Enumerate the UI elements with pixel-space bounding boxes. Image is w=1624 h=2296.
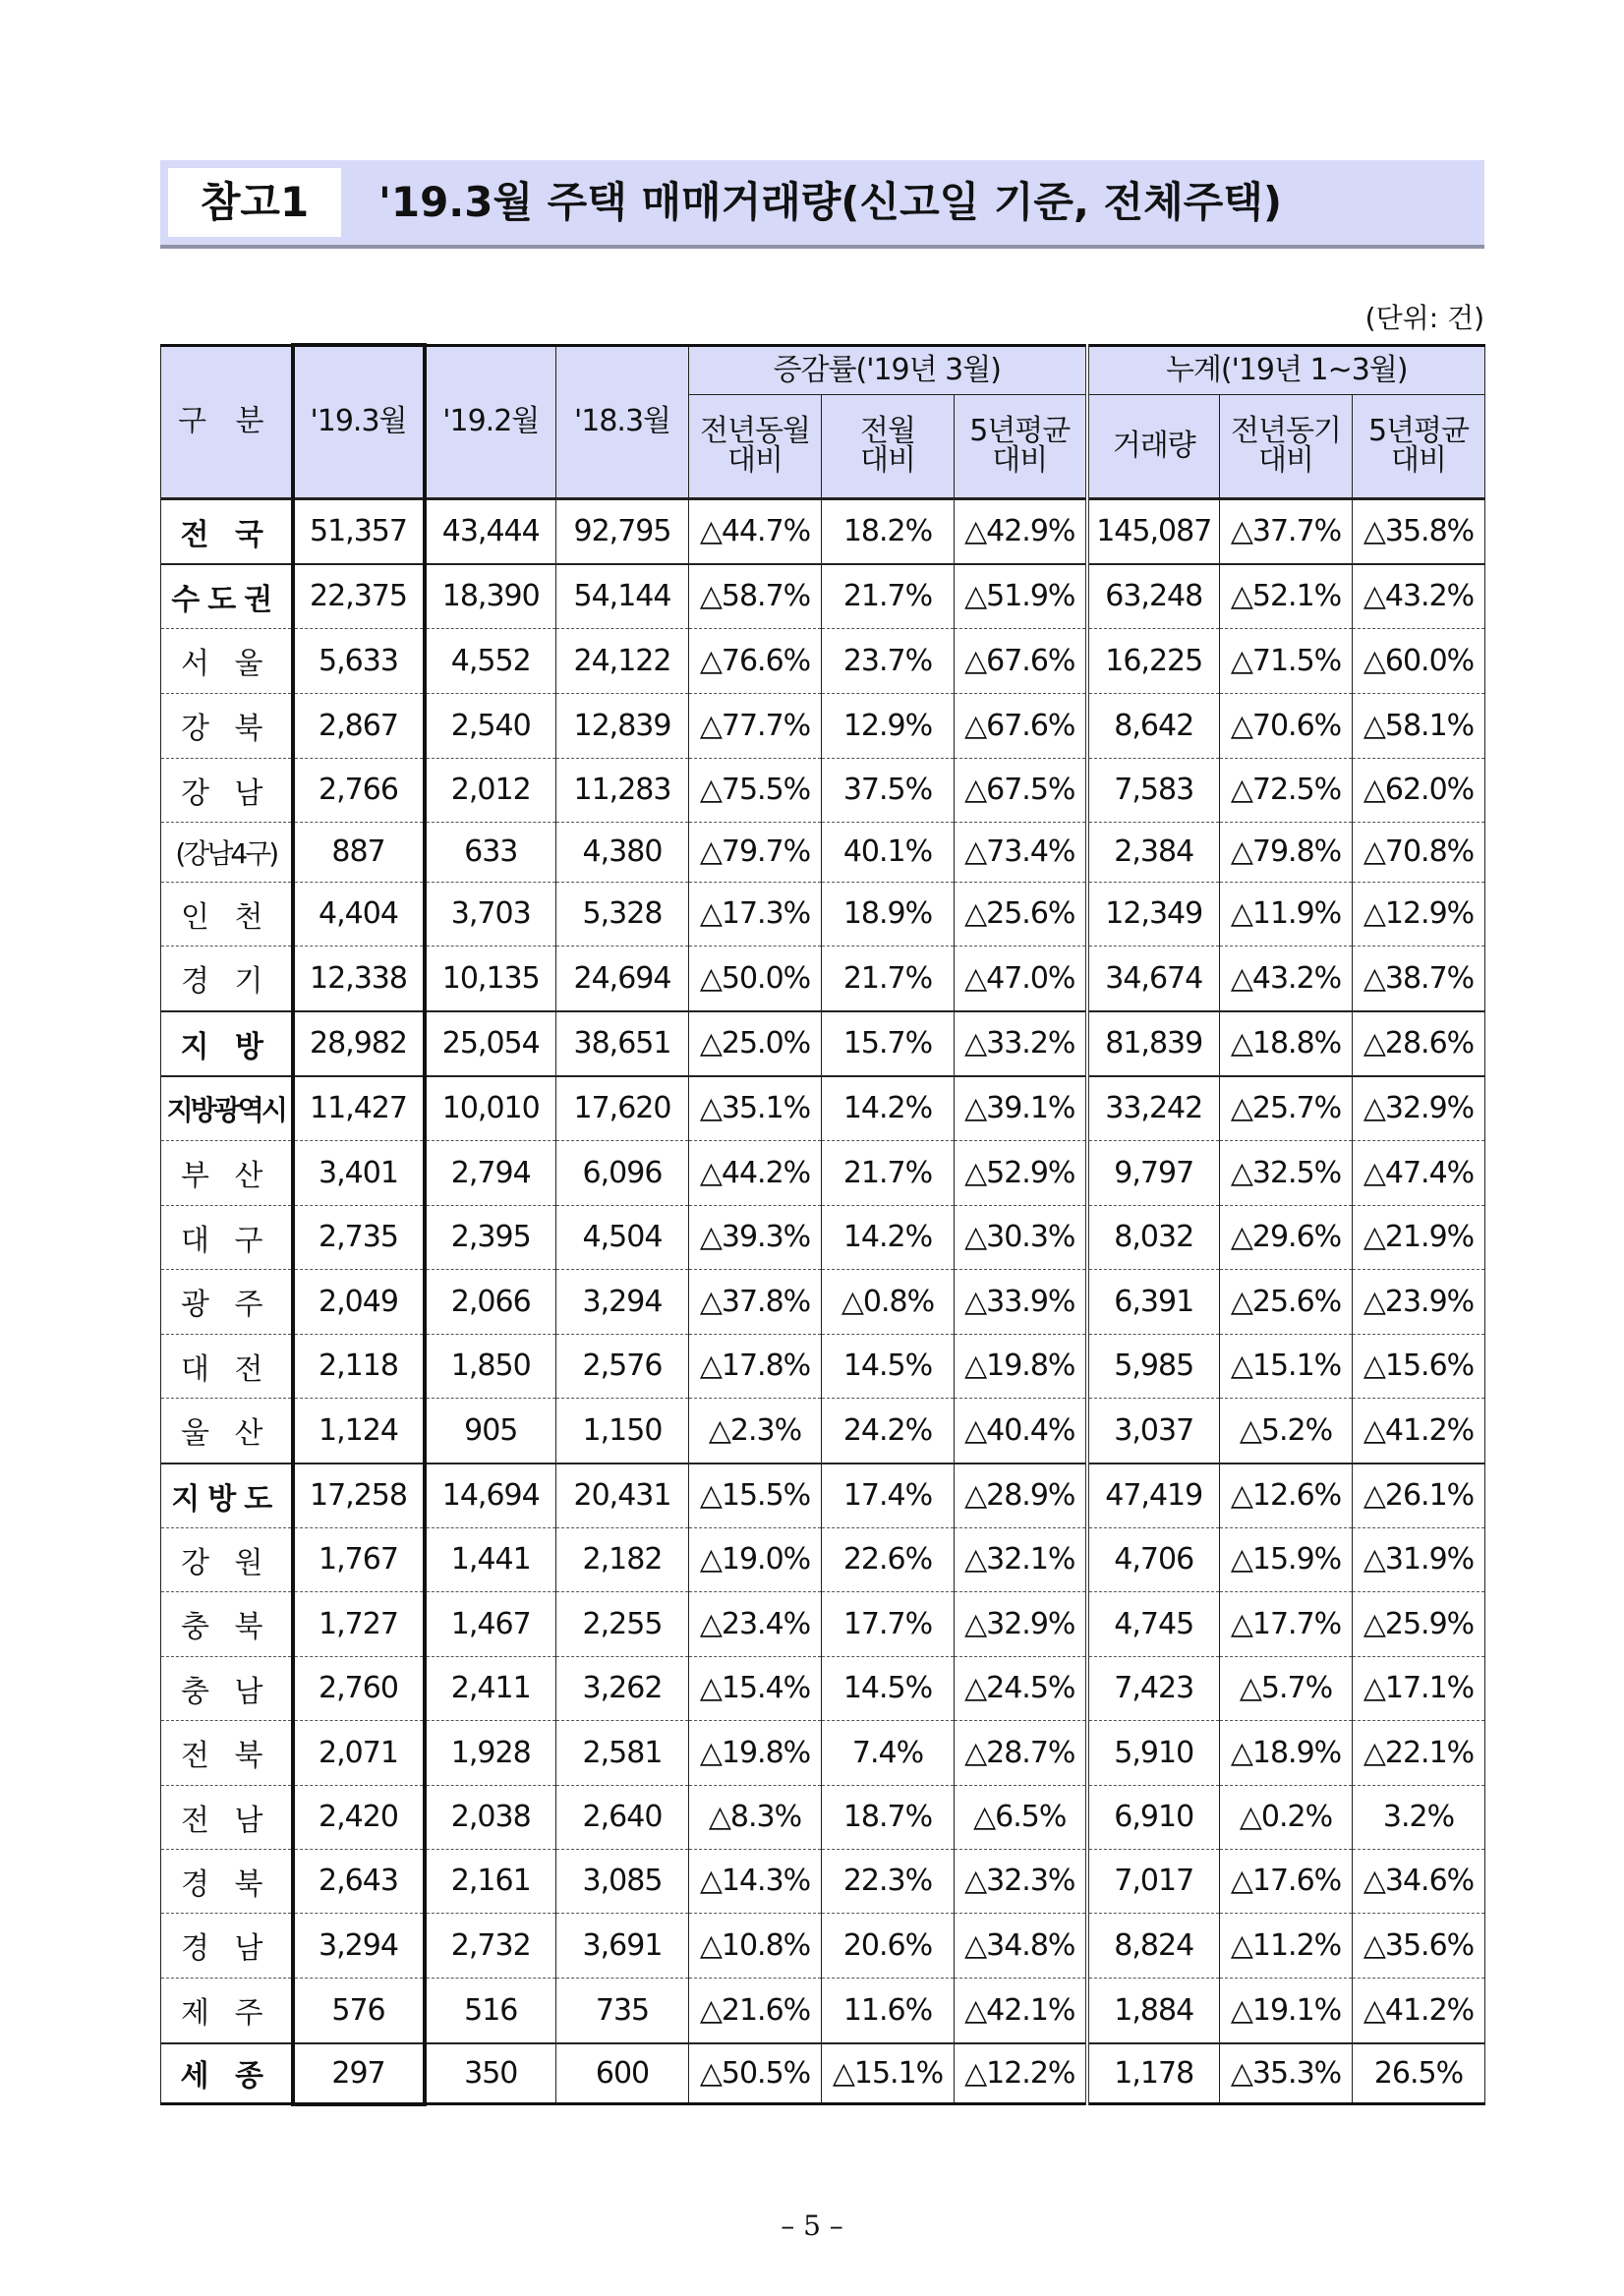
row-region: 강 원 — [161, 1527, 293, 1591]
cell-m1903: 17,258 — [293, 1464, 425, 1528]
cell-yoy: △21.6% — [689, 1978, 822, 2043]
cell-cum_yoy: △18.9% — [1220, 1720, 1353, 1785]
cell-avg5: △42.1% — [955, 1978, 1087, 2043]
cell-m1902: 3,703 — [425, 882, 556, 946]
cell-avg5: △42.9% — [955, 498, 1087, 564]
cell-cum_avg5: △12.9% — [1353, 882, 1485, 946]
header-1902: '19.2월 — [425, 345, 556, 498]
header-group-rate: 증감률('19년 3월) — [689, 345, 1087, 394]
cell-m1803: 11,283 — [556, 758, 689, 822]
row-region: 수도권 — [161, 564, 293, 629]
row-region: 광 주 — [161, 1269, 293, 1334]
cell-yoy: △76.6% — [689, 628, 822, 693]
table-row — [161, 1464, 1485, 1528]
cell-mom: 22.3% — [822, 1849, 955, 1913]
cell-m1902: 350 — [425, 2043, 556, 2104]
cell-yoy: △2.3% — [689, 1398, 822, 1464]
cell-avg5: △34.8% — [955, 1913, 1087, 1978]
cell-yoy: △15.5% — [689, 1464, 822, 1528]
cell-cum_avg5: △62.0% — [1353, 758, 1485, 822]
cell-m1903: 28,982 — [293, 1011, 425, 1076]
cell-cum_yoy: △52.1% — [1220, 564, 1353, 629]
cell-m1803: 92,795 — [556, 498, 689, 564]
title-box — [160, 160, 1484, 249]
cell-cum_yoy: △11.2% — [1220, 1913, 1353, 1978]
cell-cum_yoy: △15.1% — [1220, 1334, 1353, 1398]
cell-m1803: 2,182 — [556, 1527, 689, 1591]
cell-m1902: 1,850 — [425, 1334, 556, 1398]
cell-m1803: 38,651 — [556, 1011, 689, 1076]
cell-m1803: 2,576 — [556, 1334, 689, 1398]
cell-cum_yoy: △17.7% — [1220, 1591, 1353, 1656]
cell-cum_yoy: △32.5% — [1220, 1140, 1353, 1205]
header-rate-yoy: 전년동월 대비 — [689, 394, 822, 498]
cell-cum: 1,884 — [1087, 1978, 1220, 2043]
cell-cum_avg5: △25.9% — [1353, 1591, 1485, 1656]
cell-cum: 6,910 — [1087, 1785, 1220, 1849]
cell-avg5: △51.9% — [955, 564, 1087, 629]
cell-cum: 8,032 — [1087, 1205, 1220, 1269]
cell-cum_yoy: △11.9% — [1220, 882, 1353, 946]
cell-m1903: 51,357 — [293, 498, 425, 564]
cell-m1903: 4,404 — [293, 882, 425, 946]
cell-m1903: 1,727 — [293, 1591, 425, 1656]
cell-cum_avg5: △41.2% — [1353, 1978, 1485, 2043]
cell-m1803: 5,328 — [556, 882, 689, 946]
cell-m1902: 1,441 — [425, 1527, 556, 1591]
row-region: 경 북 — [161, 1849, 293, 1913]
cell-m1902: 2,066 — [425, 1269, 556, 1334]
cell-cum: 7,583 — [1087, 758, 1220, 822]
cell-m1902: 4,552 — [425, 628, 556, 693]
cell-m1903: 2,420 — [293, 1785, 425, 1849]
cell-avg5: △39.1% — [955, 1076, 1087, 1141]
cell-cum_avg5: △31.9% — [1353, 1527, 1485, 1591]
cell-avg5: △47.0% — [955, 946, 1087, 1011]
cell-m1902: 10,135 — [425, 946, 556, 1011]
cell-m1902: 2,012 — [425, 758, 556, 822]
cell-cum_avg5: △22.1% — [1353, 1720, 1485, 1785]
cell-m1903: 12,338 — [293, 946, 425, 1011]
row-region: 지 방 — [161, 1011, 293, 1076]
cell-mom: 14.5% — [822, 1334, 955, 1398]
cell-avg5: △25.6% — [955, 882, 1087, 946]
header-rate-5yr: 5년평균 대비 — [955, 394, 1087, 498]
cell-m1903: 3,401 — [293, 1140, 425, 1205]
cell-yoy: △8.3% — [689, 1785, 822, 1849]
cell-m1903: 576 — [293, 1978, 425, 2043]
cell-cum_avg5: △17.1% — [1353, 1656, 1485, 1720]
cell-cum: 6,391 — [1087, 1269, 1220, 1334]
cell-m1903: 2,867 — [293, 693, 425, 758]
cell-cum_yoy: △29.6% — [1220, 1205, 1353, 1269]
cell-cum_avg5: △60.0% — [1353, 628, 1485, 693]
cell-mom: 23.7% — [822, 628, 955, 693]
cell-avg5: △67.6% — [955, 693, 1087, 758]
cell-avg5: △28.7% — [955, 1720, 1087, 1785]
cell-mom: 15.7% — [822, 1011, 955, 1076]
cell-m1803: 12,839 — [556, 693, 689, 758]
cell-cum_avg5: △32.9% — [1353, 1076, 1485, 1141]
cell-m1903: 5,633 — [293, 628, 425, 693]
row-region: 강 남 — [161, 758, 293, 822]
cell-avg5: △19.8% — [955, 1334, 1087, 1398]
cell-mom: 18.2% — [822, 498, 955, 564]
row-region: 세 종 — [161, 2043, 293, 2104]
cell-yoy: △39.3% — [689, 1205, 822, 1269]
cell-cum: 8,642 — [1087, 693, 1220, 758]
cell-cum_yoy: △5.7% — [1220, 1656, 1353, 1720]
cell-yoy: △50.0% — [689, 946, 822, 1011]
cell-cum_yoy: △79.8% — [1220, 822, 1353, 882]
row-region: 충 북 — [161, 1591, 293, 1656]
cell-m1903: 2,071 — [293, 1720, 425, 1785]
cell-cum: 2,384 — [1087, 822, 1220, 882]
table-row — [161, 564, 1485, 629]
cell-m1903: 1,124 — [293, 1398, 425, 1464]
cell-mom: 20.6% — [822, 1913, 955, 1978]
cell-m1902: 905 — [425, 1398, 556, 1464]
table-row — [161, 628, 1485, 693]
cell-yoy: △44.7% — [689, 498, 822, 564]
cell-cum: 81,839 — [1087, 1011, 1220, 1076]
cell-cum_avg5: △15.6% — [1353, 1334, 1485, 1398]
cell-yoy: △79.7% — [689, 822, 822, 882]
cell-cum_avg5: △21.9% — [1353, 1205, 1485, 1269]
row-region: 경 기 — [161, 946, 293, 1011]
cell-cum_yoy: △35.3% — [1220, 2043, 1353, 2104]
cell-avg5: △67.6% — [955, 628, 1087, 693]
cell-cum_yoy: △71.5% — [1220, 628, 1353, 693]
row-region: 지방광역시 — [161, 1076, 293, 1141]
cell-cum_avg5: 3.2% — [1353, 1785, 1485, 1849]
cell-m1803: 54,144 — [556, 564, 689, 629]
table-row — [161, 882, 1485, 946]
cell-cum_avg5: △41.2% — [1353, 1398, 1485, 1464]
cell-m1803: 3,085 — [556, 1849, 689, 1913]
page-number: – 5 – — [781, 2210, 843, 2242]
cell-m1902: 2,732 — [425, 1913, 556, 1978]
header-group-cumulative: 누계('19년 1~3월) — [1087, 345, 1485, 394]
cell-cum_avg5: △35.6% — [1353, 1913, 1485, 1978]
cell-cum_yoy: △70.6% — [1220, 693, 1353, 758]
cell-cum: 63,248 — [1087, 564, 1220, 629]
cell-cum_yoy: △19.1% — [1220, 1978, 1353, 2043]
cell-cum_yoy: △37.7% — [1220, 498, 1353, 564]
table-row — [161, 1205, 1485, 1269]
cell-avg5: △6.5% — [955, 1785, 1087, 1849]
cell-yoy: △17.8% — [689, 1334, 822, 1398]
cell-yoy: △10.8% — [689, 1913, 822, 1978]
cell-cum: 3,037 — [1087, 1398, 1220, 1464]
cell-mom: 40.1% — [822, 822, 955, 882]
row-region: 강 북 — [161, 693, 293, 758]
row-region: 부 산 — [161, 1140, 293, 1205]
cell-m1803: 3,691 — [556, 1913, 689, 1978]
cell-yoy: △77.7% — [689, 693, 822, 758]
cell-m1803: 17,620 — [556, 1076, 689, 1141]
table-row — [161, 1849, 1485, 1913]
cell-avg5: △67.5% — [955, 758, 1087, 822]
cell-cum: 7,423 — [1087, 1656, 1220, 1720]
table-row — [161, 758, 1485, 822]
table-row — [161, 1591, 1485, 1656]
cell-m1902: 2,411 — [425, 1656, 556, 1720]
unit-note: (단위: 건) — [1364, 302, 1484, 334]
table-row — [161, 822, 1485, 882]
cell-cum_avg5: △28.6% — [1353, 1011, 1485, 1076]
cell-m1903: 887 — [293, 822, 425, 882]
cell-m1803: 1,150 — [556, 1398, 689, 1464]
header-cum-volume: 거래량 — [1087, 394, 1220, 498]
header-1903: '19.3월 — [293, 345, 425, 498]
cell-cum: 9,797 — [1087, 1140, 1220, 1205]
cell-cum_yoy: △12.6% — [1220, 1464, 1353, 1528]
row-region: 지방도 — [161, 1464, 293, 1528]
cell-cum_avg5: △23.9% — [1353, 1269, 1485, 1334]
cell-cum_avg5: △47.4% — [1353, 1140, 1485, 1205]
reference-label: 참고1 — [168, 168, 341, 237]
row-region: 경 남 — [161, 1913, 293, 1978]
cell-cum_yoy: △43.2% — [1220, 946, 1353, 1011]
table-row — [161, 693, 1485, 758]
cell-cum_avg5: △34.6% — [1353, 1849, 1485, 1913]
cell-avg5: △33.2% — [955, 1011, 1087, 1076]
row-region: 인 천 — [161, 882, 293, 946]
cell-avg5: △40.4% — [955, 1398, 1087, 1464]
header-rate-mom: 전월 대비 — [822, 394, 955, 498]
cell-cum: 145,087 — [1087, 498, 1220, 564]
cell-mom: 14.2% — [822, 1205, 955, 1269]
cell-cum_yoy: △72.5% — [1220, 758, 1353, 822]
cell-m1902: 516 — [425, 1978, 556, 2043]
cell-mom: 7.4% — [822, 1720, 955, 1785]
cell-yoy: △15.4% — [689, 1656, 822, 1720]
cell-m1803: 3,294 — [556, 1269, 689, 1334]
cell-avg5: △52.9% — [955, 1140, 1087, 1205]
cell-yoy: △25.0% — [689, 1011, 822, 1076]
cell-m1903: 297 — [293, 2043, 425, 2104]
cell-cum: 5,985 — [1087, 1334, 1220, 1398]
cell-cum_avg5: △43.2% — [1353, 564, 1485, 629]
cell-m1902: 14,694 — [425, 1464, 556, 1528]
cell-m1803: 24,122 — [556, 628, 689, 693]
cell-mom: 21.7% — [822, 1140, 955, 1205]
table-row — [161, 1269, 1485, 1334]
table-row — [161, 1140, 1485, 1205]
document-title: '19.3월 주택 매매거래량(신고일 기준, 전체주택) — [378, 178, 1283, 226]
cell-yoy: △35.1% — [689, 1076, 822, 1141]
cell-m1902: 2,540 — [425, 693, 556, 758]
header-cum-5yr: 5년평균 대비 — [1353, 394, 1485, 498]
cell-avg5: △30.3% — [955, 1205, 1087, 1269]
cell-avg5: △12.2% — [955, 2043, 1087, 2104]
cell-yoy: △58.7% — [689, 564, 822, 629]
cell-m1903: 2,766 — [293, 758, 425, 822]
cell-cum: 4,706 — [1087, 1527, 1220, 1591]
cell-m1902: 2,395 — [425, 1205, 556, 1269]
cell-mom: 18.7% — [822, 1785, 955, 1849]
cell-m1902: 2,161 — [425, 1849, 556, 1913]
table-row — [161, 498, 1485, 564]
cell-m1903: 3,294 — [293, 1913, 425, 1978]
cell-avg5: △73.4% — [955, 822, 1087, 882]
cell-mom: 14.5% — [822, 1656, 955, 1720]
cell-cum_avg5: △70.8% — [1353, 822, 1485, 882]
cell-mom: 12.9% — [822, 693, 955, 758]
cell-m1803: 4,380 — [556, 822, 689, 882]
row-region: 전 북 — [161, 1720, 293, 1785]
cell-cum: 34,674 — [1087, 946, 1220, 1011]
table-row — [161, 1656, 1485, 1720]
cell-mom: 21.7% — [822, 946, 955, 1011]
cell-m1903: 11,427 — [293, 1076, 425, 1141]
cell-mom: △0.8% — [822, 1269, 955, 1334]
cell-yoy: △44.2% — [689, 1140, 822, 1205]
table-row — [161, 2043, 1485, 2104]
row-region: 제 주 — [161, 1978, 293, 2043]
cell-m1903: 2,049 — [293, 1269, 425, 1334]
table-row — [161, 1011, 1485, 1076]
cell-mom: 11.6% — [822, 1978, 955, 2043]
cell-yoy: △75.5% — [689, 758, 822, 822]
cell-m1903: 2,735 — [293, 1205, 425, 1269]
cell-cum_avg5: △38.7% — [1353, 946, 1485, 1011]
cell-m1903: 2,760 — [293, 1656, 425, 1720]
cell-m1902: 1,928 — [425, 1720, 556, 1785]
cell-m1902: 18,390 — [425, 564, 556, 629]
cell-m1903: 22,375 — [293, 564, 425, 629]
cell-m1803: 4,504 — [556, 1205, 689, 1269]
cell-avg5: △24.5% — [955, 1656, 1087, 1720]
header-region: 구 분 — [161, 345, 293, 498]
cell-mom: 17.7% — [822, 1591, 955, 1656]
transaction-table — [160, 343, 1484, 2106]
cell-m1803: 6,096 — [556, 1140, 689, 1205]
cell-mom: 37.5% — [822, 758, 955, 822]
cell-m1902: 10,010 — [425, 1076, 556, 1141]
cell-m1902: 2,038 — [425, 1785, 556, 1849]
cell-avg5: △32.9% — [955, 1591, 1087, 1656]
cell-cum_avg5: △26.1% — [1353, 1464, 1485, 1528]
cell-cum_yoy: △0.2% — [1220, 1785, 1353, 1849]
cell-cum: 47,419 — [1087, 1464, 1220, 1528]
cell-mom: 24.2% — [822, 1398, 955, 1464]
row-region: 충 남 — [161, 1656, 293, 1720]
table-row — [161, 1913, 1485, 1978]
cell-cum: 1,178 — [1087, 2043, 1220, 2104]
table-row — [161, 1398, 1485, 1464]
row-region: 서 울 — [161, 628, 293, 693]
cell-yoy: △19.8% — [689, 1720, 822, 1785]
row-region: 울 산 — [161, 1398, 293, 1464]
table-row — [161, 1334, 1485, 1398]
cell-m1902: 633 — [425, 822, 556, 882]
cell-cum: 33,242 — [1087, 1076, 1220, 1141]
cell-cum_yoy: △25.6% — [1220, 1269, 1353, 1334]
cell-mom: 18.9% — [822, 882, 955, 946]
cell-yoy: △37.8% — [689, 1269, 822, 1334]
cell-cum_yoy: △18.8% — [1220, 1011, 1353, 1076]
cell-avg5: △32.1% — [955, 1527, 1087, 1591]
cell-m1902: 43,444 — [425, 498, 556, 564]
table-row — [161, 946, 1485, 1011]
cell-cum_avg5: △58.1% — [1353, 693, 1485, 758]
cell-mom: 14.2% — [822, 1076, 955, 1141]
cell-cum: 8,824 — [1087, 1913, 1220, 1978]
cell-mom: 21.7% — [822, 564, 955, 629]
cell-mom: △15.1% — [822, 2043, 955, 2104]
cell-avg5: △33.9% — [955, 1269, 1087, 1334]
row-region: 대 전 — [161, 1334, 293, 1398]
cell-m1803: 735 — [556, 1978, 689, 2043]
cell-cum: 12,349 — [1087, 882, 1220, 946]
row-region: 전 남 — [161, 1785, 293, 1849]
cell-m1902: 1,467 — [425, 1591, 556, 1656]
cell-m1903: 1,767 — [293, 1527, 425, 1591]
cell-mom: 22.6% — [822, 1527, 955, 1591]
cell-m1803: 20,431 — [556, 1464, 689, 1528]
cell-m1803: 24,694 — [556, 946, 689, 1011]
cell-yoy: △17.3% — [689, 882, 822, 946]
header-1803: '18.3월 — [556, 345, 689, 498]
cell-m1803: 3,262 — [556, 1656, 689, 1720]
cell-yoy: △19.0% — [689, 1527, 822, 1591]
table-row — [161, 1527, 1485, 1591]
cell-cum: 5,910 — [1087, 1720, 1220, 1785]
cell-m1903: 2,643 — [293, 1849, 425, 1913]
cell-yoy: △23.4% — [689, 1591, 822, 1656]
cell-cum: 16,225 — [1087, 628, 1220, 693]
cell-avg5: △28.9% — [955, 1464, 1087, 1528]
cell-cum_avg5: △35.8% — [1353, 498, 1485, 564]
cell-m1803: 2,640 — [556, 1785, 689, 1849]
cell-m1803: 2,581 — [556, 1720, 689, 1785]
row-region: (강남4구) — [161, 822, 293, 882]
cell-m1903: 2,118 — [293, 1334, 425, 1398]
cell-m1902: 2,794 — [425, 1140, 556, 1205]
table-row — [161, 1785, 1485, 1849]
cell-cum_yoy: △25.7% — [1220, 1076, 1353, 1141]
cell-avg5: △32.3% — [955, 1849, 1087, 1913]
row-region: 전 국 — [161, 498, 293, 564]
cell-m1902: 25,054 — [425, 1011, 556, 1076]
cell-mom: 17.4% — [822, 1464, 955, 1528]
cell-cum_yoy: △17.6% — [1220, 1849, 1353, 1913]
table-row — [161, 1720, 1485, 1785]
cell-cum_yoy: △5.2% — [1220, 1398, 1353, 1464]
cell-m1803: 600 — [556, 2043, 689, 2104]
cell-cum: 7,017 — [1087, 1849, 1220, 1913]
table-row — [161, 1076, 1485, 1141]
cell-yoy: △50.5% — [689, 2043, 822, 2104]
cell-yoy: △14.3% — [689, 1849, 822, 1913]
cell-cum_avg5: 26.5% — [1353, 2043, 1485, 2104]
table-row — [161, 1978, 1485, 2043]
cell-cum: 4,745 — [1087, 1591, 1220, 1656]
cell-cum_yoy: △15.9% — [1220, 1527, 1353, 1591]
row-region: 대 구 — [161, 1205, 293, 1269]
cell-m1803: 2,255 — [556, 1591, 689, 1656]
header-cum-yoy: 전년동기 대비 — [1220, 394, 1353, 498]
